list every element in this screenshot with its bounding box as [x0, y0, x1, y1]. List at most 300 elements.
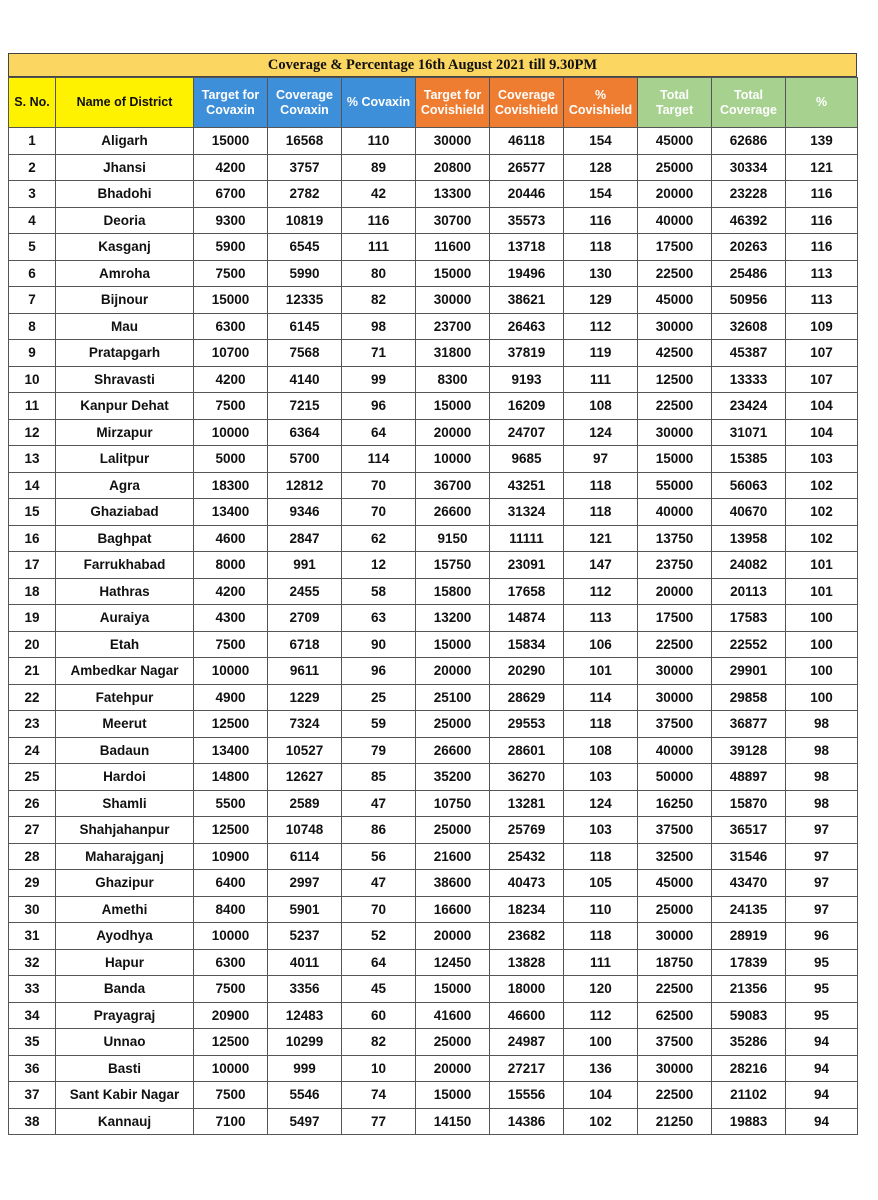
- coverage-table: [8, 77, 858, 1135]
- table-row: [9, 658, 858, 685]
- cell-sno: 26: [9, 790, 56, 817]
- cell-target-covishield: 35200: [416, 764, 490, 791]
- cell-pct-covaxin: 96: [342, 658, 416, 685]
- cell-target-covaxin: 4200: [194, 366, 268, 393]
- cell-target-covishield: 15750: [416, 552, 490, 579]
- cell-total-target: 30000: [638, 1055, 712, 1082]
- cell-target-covishield: 36700: [416, 472, 490, 499]
- cell-target-covaxin: 12500: [194, 711, 268, 738]
- cell-pct-covaxin: 45: [342, 976, 416, 1003]
- cell-total-target: 50000: [638, 764, 712, 791]
- cell-total-target: 22500: [638, 393, 712, 420]
- cell-sno: 37: [9, 1082, 56, 1109]
- cell-target-covishield: 10750: [416, 790, 490, 817]
- cell-coverage-covaxin: 5546: [268, 1082, 342, 1109]
- cell-sno: 32: [9, 949, 56, 976]
- cell-total-coverage: 30334: [712, 154, 786, 181]
- cell-target-covishield: 11600: [416, 234, 490, 261]
- cell-sno: 10: [9, 366, 56, 393]
- cell-coverage-covishield: 36270: [490, 764, 564, 791]
- cell-district: Mirzapur: [56, 419, 194, 446]
- table-row: [9, 340, 858, 367]
- cell-district: Farrukhabad: [56, 552, 194, 579]
- cell-total-target: 22500: [638, 1082, 712, 1109]
- cell-total-target: 30000: [638, 684, 712, 711]
- cell-total-target: 17500: [638, 605, 712, 632]
- cell-target-covishield: 8300: [416, 366, 490, 393]
- cell-total-coverage: 19883: [712, 1108, 786, 1135]
- table-row: [9, 366, 858, 393]
- cell-pct-covaxin: 99: [342, 366, 416, 393]
- cell-coverage-covishield: 46600: [490, 1002, 564, 1029]
- cell-pct: 101: [786, 552, 858, 579]
- cell-coverage-covaxin: 12483: [268, 1002, 342, 1029]
- cell-target-covishield: 30000: [416, 128, 490, 155]
- cell-pct: 100: [786, 684, 858, 711]
- table-row: [9, 1002, 858, 1029]
- cell-coverage-covishield: 15556: [490, 1082, 564, 1109]
- cell-district: Shravasti: [56, 366, 194, 393]
- header-pct-covishield: % Covishield: [564, 78, 638, 128]
- cell-sno: 14: [9, 472, 56, 499]
- cell-coverage-covaxin: 16568: [268, 128, 342, 155]
- cell-coverage-covishield: 15834: [490, 631, 564, 658]
- table-row: [9, 287, 858, 314]
- cell-target-covaxin: 4300: [194, 605, 268, 632]
- cell-target-covishield: 13200: [416, 605, 490, 632]
- cell-total-target: 37500: [638, 711, 712, 738]
- cell-coverage-covaxin: 5990: [268, 260, 342, 287]
- header-pct-covaxin: % Covaxin: [342, 78, 416, 128]
- cell-total-coverage: 35286: [712, 1029, 786, 1056]
- table-row: [9, 128, 858, 155]
- cell-target-covishield: 20000: [416, 419, 490, 446]
- cell-district: Ghaziabad: [56, 499, 194, 526]
- cell-pct: 101: [786, 578, 858, 605]
- cell-coverage-covaxin: 7324: [268, 711, 342, 738]
- cell-target-covishield: 20800: [416, 154, 490, 181]
- cell-pct-covishield: 118: [564, 843, 638, 870]
- cell-coverage-covaxin: 6718: [268, 631, 342, 658]
- cell-sno: 31: [9, 923, 56, 950]
- cell-target-covishield: 21600: [416, 843, 490, 870]
- cell-sno: 3: [9, 181, 56, 208]
- cell-coverage-covishield: 31324: [490, 499, 564, 526]
- cell-total-target: 30000: [638, 419, 712, 446]
- cell-coverage-covishield: 20290: [490, 658, 564, 685]
- cell-target-covishield: 15000: [416, 976, 490, 1003]
- cell-pct-covaxin: 82: [342, 1029, 416, 1056]
- cell-total-target: 23750: [638, 552, 712, 579]
- cell-total-coverage: 50956: [712, 287, 786, 314]
- cell-pct-covaxin: 82: [342, 287, 416, 314]
- cell-sno: 9: [9, 340, 56, 367]
- cell-pct-covishield: 118: [564, 499, 638, 526]
- cell-coverage-covaxin: 12335: [268, 287, 342, 314]
- cell-target-covishield: 15800: [416, 578, 490, 605]
- cell-target-covishield: 13300: [416, 181, 490, 208]
- cell-pct-covishield: 147: [564, 552, 638, 579]
- cell-target-covaxin: 6400: [194, 870, 268, 897]
- cell-pct: 94: [786, 1029, 858, 1056]
- cell-sno: 25: [9, 764, 56, 791]
- table-row: [9, 843, 858, 870]
- cell-total-coverage: 29901: [712, 658, 786, 685]
- cell-target-covaxin: 20900: [194, 1002, 268, 1029]
- cell-sno: 13: [9, 446, 56, 473]
- cell-total-target: 30000: [638, 313, 712, 340]
- table-row: [9, 976, 858, 1003]
- table-row: [9, 1108, 858, 1135]
- header-sno: S. No.: [9, 78, 56, 128]
- table-row: [9, 181, 858, 208]
- table-row: [9, 605, 858, 632]
- cell-target-covishield: 30700: [416, 207, 490, 234]
- cell-district: Jhansi: [56, 154, 194, 181]
- cell-total-target: 25000: [638, 154, 712, 181]
- cell-total-coverage: 45387: [712, 340, 786, 367]
- header-coverage-covishield: Coverage Covishield: [490, 78, 564, 128]
- table-row: [9, 154, 858, 181]
- cell-district: Kanpur Dehat: [56, 393, 194, 420]
- cell-pct-covaxin: 96: [342, 393, 416, 420]
- table-row: [9, 313, 858, 340]
- cell-total-target: 40000: [638, 207, 712, 234]
- cell-pct: 98: [786, 790, 858, 817]
- cell-sno: 4: [9, 207, 56, 234]
- table-row: [9, 711, 858, 738]
- cell-sno: 34: [9, 1002, 56, 1029]
- cell-district: Badaun: [56, 737, 194, 764]
- coverage-sheet: [8, 53, 857, 1135]
- cell-district: Mau: [56, 313, 194, 340]
- cell-target-covishield: 14150: [416, 1108, 490, 1135]
- cell-pct-covaxin: 111: [342, 234, 416, 261]
- header-coverage-covaxin: Coverage Covaxin: [268, 78, 342, 128]
- cell-coverage-covaxin: 2847: [268, 525, 342, 552]
- cell-coverage-covaxin: 5901: [268, 896, 342, 923]
- cell-coverage-covishield: 13718: [490, 234, 564, 261]
- cell-target-covaxin: 4200: [194, 578, 268, 605]
- cell-pct-covaxin: 86: [342, 817, 416, 844]
- cell-total-target: 22500: [638, 631, 712, 658]
- cell-district: Aligarh: [56, 128, 194, 155]
- cell-coverage-covishield: 24987: [490, 1029, 564, 1056]
- cell-district: Unnao: [56, 1029, 194, 1056]
- cell-target-covaxin: 6300: [194, 949, 268, 976]
- cell-pct-covishield: 130: [564, 260, 638, 287]
- cell-pct-covaxin: 90: [342, 631, 416, 658]
- cell-coverage-covishield: 37819: [490, 340, 564, 367]
- cell-total-coverage: 56063: [712, 472, 786, 499]
- cell-sno: 28: [9, 843, 56, 870]
- cell-pct-covishield: 116: [564, 207, 638, 234]
- cell-sno: 19: [9, 605, 56, 632]
- cell-target-covaxin: 8000: [194, 552, 268, 579]
- cell-coverage-covaxin: 9611: [268, 658, 342, 685]
- header-target-covishield: Target for Covishield: [416, 78, 490, 128]
- cell-pct-covaxin: 63: [342, 605, 416, 632]
- cell-coverage-covaxin: 12812: [268, 472, 342, 499]
- cell-target-covishield: 10000: [416, 446, 490, 473]
- cell-sno: 2: [9, 154, 56, 181]
- cell-pct: 116: [786, 207, 858, 234]
- cell-pct: 97: [786, 817, 858, 844]
- table-row: [9, 419, 858, 446]
- cell-pct-covishield: 103: [564, 817, 638, 844]
- cell-target-covishield: 25000: [416, 1029, 490, 1056]
- cell-coverage-covishield: 28601: [490, 737, 564, 764]
- table-row: [9, 525, 858, 552]
- cell-pct-covishield: 112: [564, 1002, 638, 1029]
- cell-coverage-covishield: 29553: [490, 711, 564, 738]
- table-row: [9, 737, 858, 764]
- table-row: [9, 790, 858, 817]
- cell-district: Banda: [56, 976, 194, 1003]
- cell-pct-covaxin: 71: [342, 340, 416, 367]
- cell-target-covishield: 38600: [416, 870, 490, 897]
- cell-pct: 95: [786, 949, 858, 976]
- cell-pct-covaxin: 47: [342, 870, 416, 897]
- cell-coverage-covishield: 23682: [490, 923, 564, 950]
- cell-pct-covishield: 108: [564, 393, 638, 420]
- cell-total-target: 21250: [638, 1108, 712, 1135]
- cell-target-covishield: 20000: [416, 923, 490, 950]
- cell-pct-covishield: 97: [564, 446, 638, 473]
- cell-coverage-covaxin: 6145: [268, 313, 342, 340]
- cell-pct-covaxin: 70: [342, 472, 416, 499]
- cell-district: Pratapgarh: [56, 340, 194, 367]
- cell-target-covaxin: 4200: [194, 154, 268, 181]
- cell-total-target: 22500: [638, 260, 712, 287]
- cell-total-coverage: 13333: [712, 366, 786, 393]
- cell-total-target: 18750: [638, 949, 712, 976]
- table-row: [9, 817, 858, 844]
- cell-total-target: 16250: [638, 790, 712, 817]
- cell-pct-covaxin: 116: [342, 207, 416, 234]
- cell-total-coverage: 39128: [712, 737, 786, 764]
- cell-total-coverage: 20113: [712, 578, 786, 605]
- cell-pct: 97: [786, 896, 858, 923]
- cell-district: Ayodhya: [56, 923, 194, 950]
- cell-target-covishield: 20000: [416, 658, 490, 685]
- cell-pct-covishield: 110: [564, 896, 638, 923]
- table-row: [9, 446, 858, 473]
- cell-coverage-covaxin: 7215: [268, 393, 342, 420]
- cell-target-covaxin: 9300: [194, 207, 268, 234]
- cell-coverage-covaxin: 2782: [268, 181, 342, 208]
- cell-total-coverage: 23424: [712, 393, 786, 420]
- cell-pct-covishield: 102: [564, 1108, 638, 1135]
- cell-pct: 104: [786, 393, 858, 420]
- cell-sno: 23: [9, 711, 56, 738]
- cell-pct: 98: [786, 711, 858, 738]
- cell-coverage-covishield: 43251: [490, 472, 564, 499]
- cell-district: Ghazipur: [56, 870, 194, 897]
- cell-total-target: 13750: [638, 525, 712, 552]
- cell-district: Sant Kabir Nagar: [56, 1082, 194, 1109]
- cell-total-coverage: 25486: [712, 260, 786, 287]
- cell-coverage-covaxin: 999: [268, 1055, 342, 1082]
- cell-pct: 96: [786, 923, 858, 950]
- cell-total-target: 20000: [638, 181, 712, 208]
- cell-district: Hathras: [56, 578, 194, 605]
- table-row: [9, 1055, 858, 1082]
- cell-coverage-covaxin: 2589: [268, 790, 342, 817]
- cell-total-coverage: 22552: [712, 631, 786, 658]
- cell-target-covishield: 16600: [416, 896, 490, 923]
- cell-district: Hardoi: [56, 764, 194, 791]
- cell-total-target: 45000: [638, 128, 712, 155]
- cell-target-covaxin: 4600: [194, 525, 268, 552]
- cell-pct: 97: [786, 870, 858, 897]
- cell-coverage-covishield: 20446: [490, 181, 564, 208]
- table-title: Coverage & Percentage 16th August 2021 till 9.30PM: [8, 53, 857, 77]
- cell-sno: 30: [9, 896, 56, 923]
- cell-coverage-covishield: 16209: [490, 393, 564, 420]
- cell-coverage-covishield: 35573: [490, 207, 564, 234]
- cell-district: Baghpat: [56, 525, 194, 552]
- cell-total-coverage: 59083: [712, 1002, 786, 1029]
- cell-target-covaxin: 7500: [194, 976, 268, 1003]
- cell-total-target: 30000: [638, 658, 712, 685]
- cell-pct: 103: [786, 446, 858, 473]
- cell-pct-covaxin: 58: [342, 578, 416, 605]
- cell-coverage-covaxin: 2455: [268, 578, 342, 605]
- cell-coverage-covaxin: 12627: [268, 764, 342, 791]
- cell-pct-covishield: 118: [564, 923, 638, 950]
- cell-coverage-covishield: 19496: [490, 260, 564, 287]
- cell-total-coverage: 28919: [712, 923, 786, 950]
- cell-pct-covaxin: 70: [342, 499, 416, 526]
- cell-target-covaxin: 7500: [194, 631, 268, 658]
- cell-sno: 7: [9, 287, 56, 314]
- cell-district: Etah: [56, 631, 194, 658]
- cell-pct-covaxin: 10: [342, 1055, 416, 1082]
- cell-coverage-covaxin: 6364: [268, 419, 342, 446]
- cell-target-covaxin: 10700: [194, 340, 268, 367]
- cell-total-target: 20000: [638, 578, 712, 605]
- cell-sno: 20: [9, 631, 56, 658]
- cell-pct-covishield: 111: [564, 366, 638, 393]
- cell-pct-covaxin: 79: [342, 737, 416, 764]
- cell-pct: 121: [786, 154, 858, 181]
- cell-pct: 139: [786, 128, 858, 155]
- cell-district: Shamli: [56, 790, 194, 817]
- cell-pct: 94: [786, 1082, 858, 1109]
- cell-target-covishield: 30000: [416, 287, 490, 314]
- cell-coverage-covishield: 13828: [490, 949, 564, 976]
- table-row: [9, 260, 858, 287]
- cell-target-covishield: 15000: [416, 631, 490, 658]
- cell-total-coverage: 21102: [712, 1082, 786, 1109]
- header-district: Name of District: [56, 78, 194, 128]
- cell-pct-covishield: 118: [564, 234, 638, 261]
- cell-total-target: 17500: [638, 234, 712, 261]
- cell-sno: 36: [9, 1055, 56, 1082]
- cell-pct-covishield: 114: [564, 684, 638, 711]
- cell-district: Prayagraj: [56, 1002, 194, 1029]
- cell-pct-covishield: 118: [564, 472, 638, 499]
- cell-pct: 109: [786, 313, 858, 340]
- cell-coverage-covishield: 26463: [490, 313, 564, 340]
- cell-pct-covishield: 136: [564, 1055, 638, 1082]
- cell-district: Kasganj: [56, 234, 194, 261]
- cell-district: Fatehpur: [56, 684, 194, 711]
- table-row: [9, 684, 858, 711]
- cell-pct-covishield: 128: [564, 154, 638, 181]
- cell-total-target: 40000: [638, 737, 712, 764]
- cell-district: Basti: [56, 1055, 194, 1082]
- cell-coverage-covaxin: 4011: [268, 949, 342, 976]
- cell-sno: 6: [9, 260, 56, 287]
- cell-pct: 102: [786, 499, 858, 526]
- cell-coverage-covishield: 24707: [490, 419, 564, 446]
- cell-sno: 33: [9, 976, 56, 1003]
- cell-total-target: 42500: [638, 340, 712, 367]
- cell-coverage-covaxin: 6114: [268, 843, 342, 870]
- cell-target-covaxin: 7500: [194, 1082, 268, 1109]
- header-row: [9, 78, 858, 128]
- cell-target-covaxin: 12500: [194, 817, 268, 844]
- cell-pct: 98: [786, 764, 858, 791]
- cell-pct: 94: [786, 1108, 858, 1135]
- cell-pct-covishield: 105: [564, 870, 638, 897]
- cell-coverage-covaxin: 10819: [268, 207, 342, 234]
- cell-total-coverage: 62686: [712, 128, 786, 155]
- cell-pct: 98: [786, 737, 858, 764]
- cell-coverage-covaxin: 6545: [268, 234, 342, 261]
- cell-pct-covaxin: 56: [342, 843, 416, 870]
- table-row: [9, 393, 858, 420]
- cell-coverage-covaxin: 9346: [268, 499, 342, 526]
- table-row: [9, 870, 858, 897]
- cell-pct-covaxin: 89: [342, 154, 416, 181]
- table-row: [9, 1082, 858, 1109]
- cell-target-covaxin: 10900: [194, 843, 268, 870]
- cell-district: Deoria: [56, 207, 194, 234]
- cell-pct-covaxin: 59: [342, 711, 416, 738]
- cell-coverage-covaxin: 10527: [268, 737, 342, 764]
- cell-pct-covishield: 101: [564, 658, 638, 685]
- cell-coverage-covishield: 46118: [490, 128, 564, 155]
- cell-pct-covishield: 113: [564, 605, 638, 632]
- cell-pct-covaxin: 12: [342, 552, 416, 579]
- cell-coverage-covaxin: 991: [268, 552, 342, 579]
- cell-district: Bijnour: [56, 287, 194, 314]
- cell-total-target: 55000: [638, 472, 712, 499]
- cell-total-coverage: 36877: [712, 711, 786, 738]
- cell-pct: 100: [786, 605, 858, 632]
- cell-target-covishield: 15000: [416, 260, 490, 287]
- header-target-covaxin: Target for Covaxin: [194, 78, 268, 128]
- cell-total-target: 25000: [638, 896, 712, 923]
- cell-sno: 5: [9, 234, 56, 261]
- cell-pct: 113: [786, 260, 858, 287]
- cell-target-covaxin: 15000: [194, 128, 268, 155]
- cell-district: Agra: [56, 472, 194, 499]
- cell-pct: 102: [786, 472, 858, 499]
- cell-pct-covishield: 121: [564, 525, 638, 552]
- cell-sno: 1: [9, 128, 56, 155]
- cell-pct-covishield: 154: [564, 128, 638, 155]
- cell-pct: 116: [786, 234, 858, 261]
- cell-total-coverage: 24082: [712, 552, 786, 579]
- cell-total-coverage: 17583: [712, 605, 786, 632]
- table-row: [9, 207, 858, 234]
- cell-pct: 104: [786, 419, 858, 446]
- cell-district: Bhadohi: [56, 181, 194, 208]
